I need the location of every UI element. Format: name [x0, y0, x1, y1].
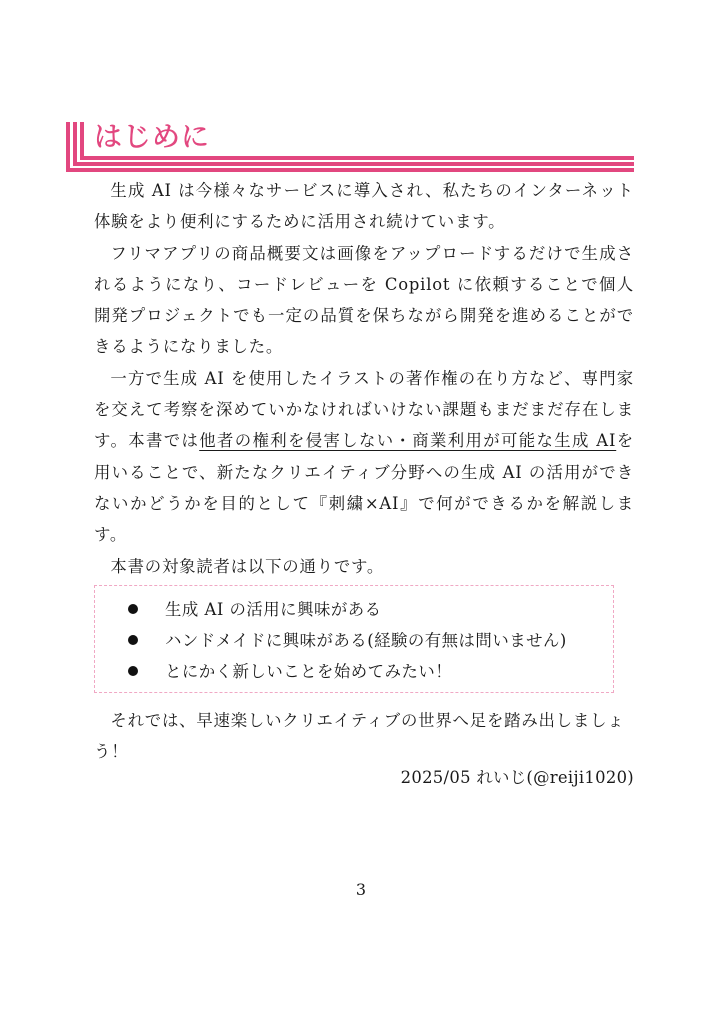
heading-bar [66, 122, 70, 172]
paragraph-2: フリマアプリの商品概要文は画像をアップロードするだけで生成されるようになり、コードレビューを Copilot に依頼することで個人開発プロジェクトでも一定の品質を保ちながら開発を進めることができるようになりました。 [94, 243, 634, 357]
underlined-phrase: 他者の権利を侵害しない・商業利用が可能な生成 AI [199, 431, 617, 451]
author-signature: 2025/05 れいじ(@reiji1020) [400, 768, 634, 787]
list-item [95, 625, 613, 656]
bullet-icon [128, 666, 138, 676]
heading-line [77, 162, 634, 166]
paragraph-3-text: 一方で生成 AI を使用したイラストの著作権の在り方など、専門家を交えて考察を深めていかなければいけない課題もまだまだ存在します。本書では [94, 368, 634, 451]
list-item [95, 656, 613, 687]
bullet-icon [128, 635, 138, 645]
list-item [95, 594, 613, 625]
paragraph-3 [94, 363, 634, 551]
page-number: 3 [355, 880, 367, 899]
heading-line [70, 168, 634, 172]
list-item-text: 生成 AI の活用に興味がある [165, 600, 382, 619]
target-readers-box [94, 585, 614, 693]
list-item-text: ハンドメイドに興味がある(経験の有無は問いません) [165, 631, 567, 650]
paragraph-1: 生成 AI は今様々なサービスに導入され、私たちのインターネット体験をより便利にするために活用され続けています。 [94, 181, 634, 232]
list-item-text: とにかく新しいことを始めてみたい！ [165, 662, 453, 681]
bullet-icon [128, 604, 138, 614]
paragraph-3-text-end: を用いることで、新たなクリエイティブ分野への生成 AI の活用ができないかどうかを目的として『刺繍×AI』で何ができるかを解説します。 [94, 431, 634, 545]
heading-bar [80, 122, 84, 160]
section-heading [66, 118, 634, 172]
target-readers-list [95, 594, 613, 687]
heading-bar [73, 122, 77, 166]
body-text [94, 175, 634, 582]
closing-text [94, 705, 634, 768]
heading-title: はじめに [94, 120, 211, 153]
paragraph-4: 本書の対象読者は以下の通りです。 [110, 556, 385, 576]
heading-line [84, 156, 634, 160]
closing-paragraph: それでは、早速楽しいクリエイティブの世界へ足を踏み出しましょう！ [94, 711, 625, 762]
